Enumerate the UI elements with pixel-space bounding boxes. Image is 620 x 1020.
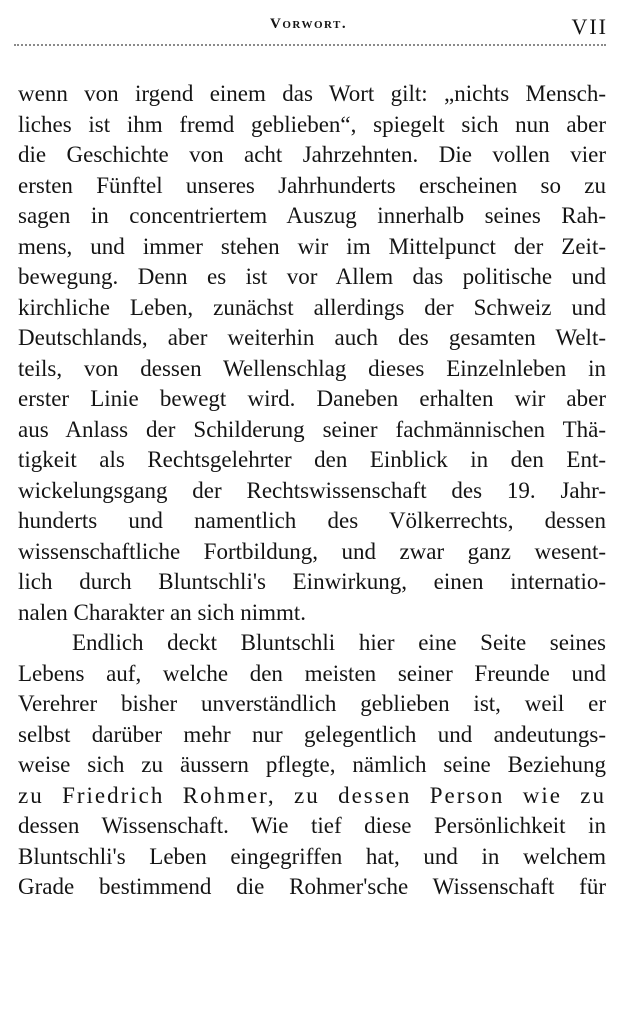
body-text: [18, 79, 606, 903]
text-line: sagen in concentriertem Auszug innerhalb seines Rah-: [18, 203, 606, 228]
text-line: Deutschlands, aber weiterhin auch des gesamten Welt-: [18, 325, 606, 350]
text-line: Lebens auf, welche den meisten seiner Freunde und: [18, 660, 606, 686]
running-title: Vorwort.: [270, 16, 348, 32]
text-line: Grade bestimmend die Rohmer'sche Wissenschaft für: [18, 874, 606, 899]
text-line: Verehrer bisher unverständlich geblieben ist, weil er: [18, 691, 606, 716]
text-line: kirchliche Leben, zunächst allerdings der Schweiz und: [18, 294, 606, 320]
text-line: teils, von dessen Wellenschlag dieses Einzelnleben in: [18, 355, 606, 381]
text-line: hunderts und namentlich des Völkerrechts, dessen: [18, 508, 606, 533]
text-line: ersten Fünftel unseres Jahrhunderts erscheinen so zu: [18, 172, 606, 198]
text-line: aus Anlass der Schilderung seiner fachmännischen Thä-: [18, 416, 606, 442]
text-line: die Geschichte von acht Jahrzehnten. Die vollen vier: [18, 142, 606, 167]
text-line: tigkeit als Rechtsgelehrter den Einblick in den Ent-: [18, 447, 606, 472]
text-line: mens, und immer stehen wir im Mittelpunct der Zeit-: [18, 233, 606, 259]
text-line: Endlich deckt Bluntschli hier eine Seite seines: [72, 630, 606, 655]
text-line: nalen Charakter an sich nimmt.: [18, 599, 307, 625]
text-line: wissenschaftliche Fortbildung, und zwar ganz wesent-: [18, 538, 606, 564]
text-line: weise sich zu äussern pflegte, nämlich seine Beziehung: [18, 752, 606, 777]
paragraph-1: [18, 79, 606, 628]
text-line: selbst darüber mehr nur gelegentlich und andeutungs-: [18, 721, 606, 747]
text-line: bewegung. Denn es ist vor Allem das politische und: [18, 264, 606, 289]
header-rule: [14, 44, 606, 46]
text-line: liches ist ihm fremd geblieben“, spiegelt sich nun aber: [18, 111, 606, 137]
text-line: dessen Wissenschaft. Wie tief diese Persönlichkeit in: [18, 813, 606, 838]
paragraph-2: [18, 628, 606, 903]
text-line: wenn von irgend einem das Wort gilt: „nichts Mensch-: [18, 81, 606, 106]
page-number: VII: [571, 14, 608, 39]
text-line: zu Friedrich Rohmer, zu dessen Person wie zu: [18, 782, 606, 808]
text-line: Bluntschli's Leben eingegriffen hat, und in welchem: [18, 843, 606, 869]
text-line: erster Linie bewegt wird. Daneben erhalten wir aber: [18, 386, 606, 411]
running-head: [0, 14, 620, 44]
text-line: lich durch Bluntschli's Einwirkung, einen internatio-: [18, 569, 606, 594]
text-line: wickelungsgang der Rechtswissenschaft des 19. Jahr-: [18, 477, 606, 503]
